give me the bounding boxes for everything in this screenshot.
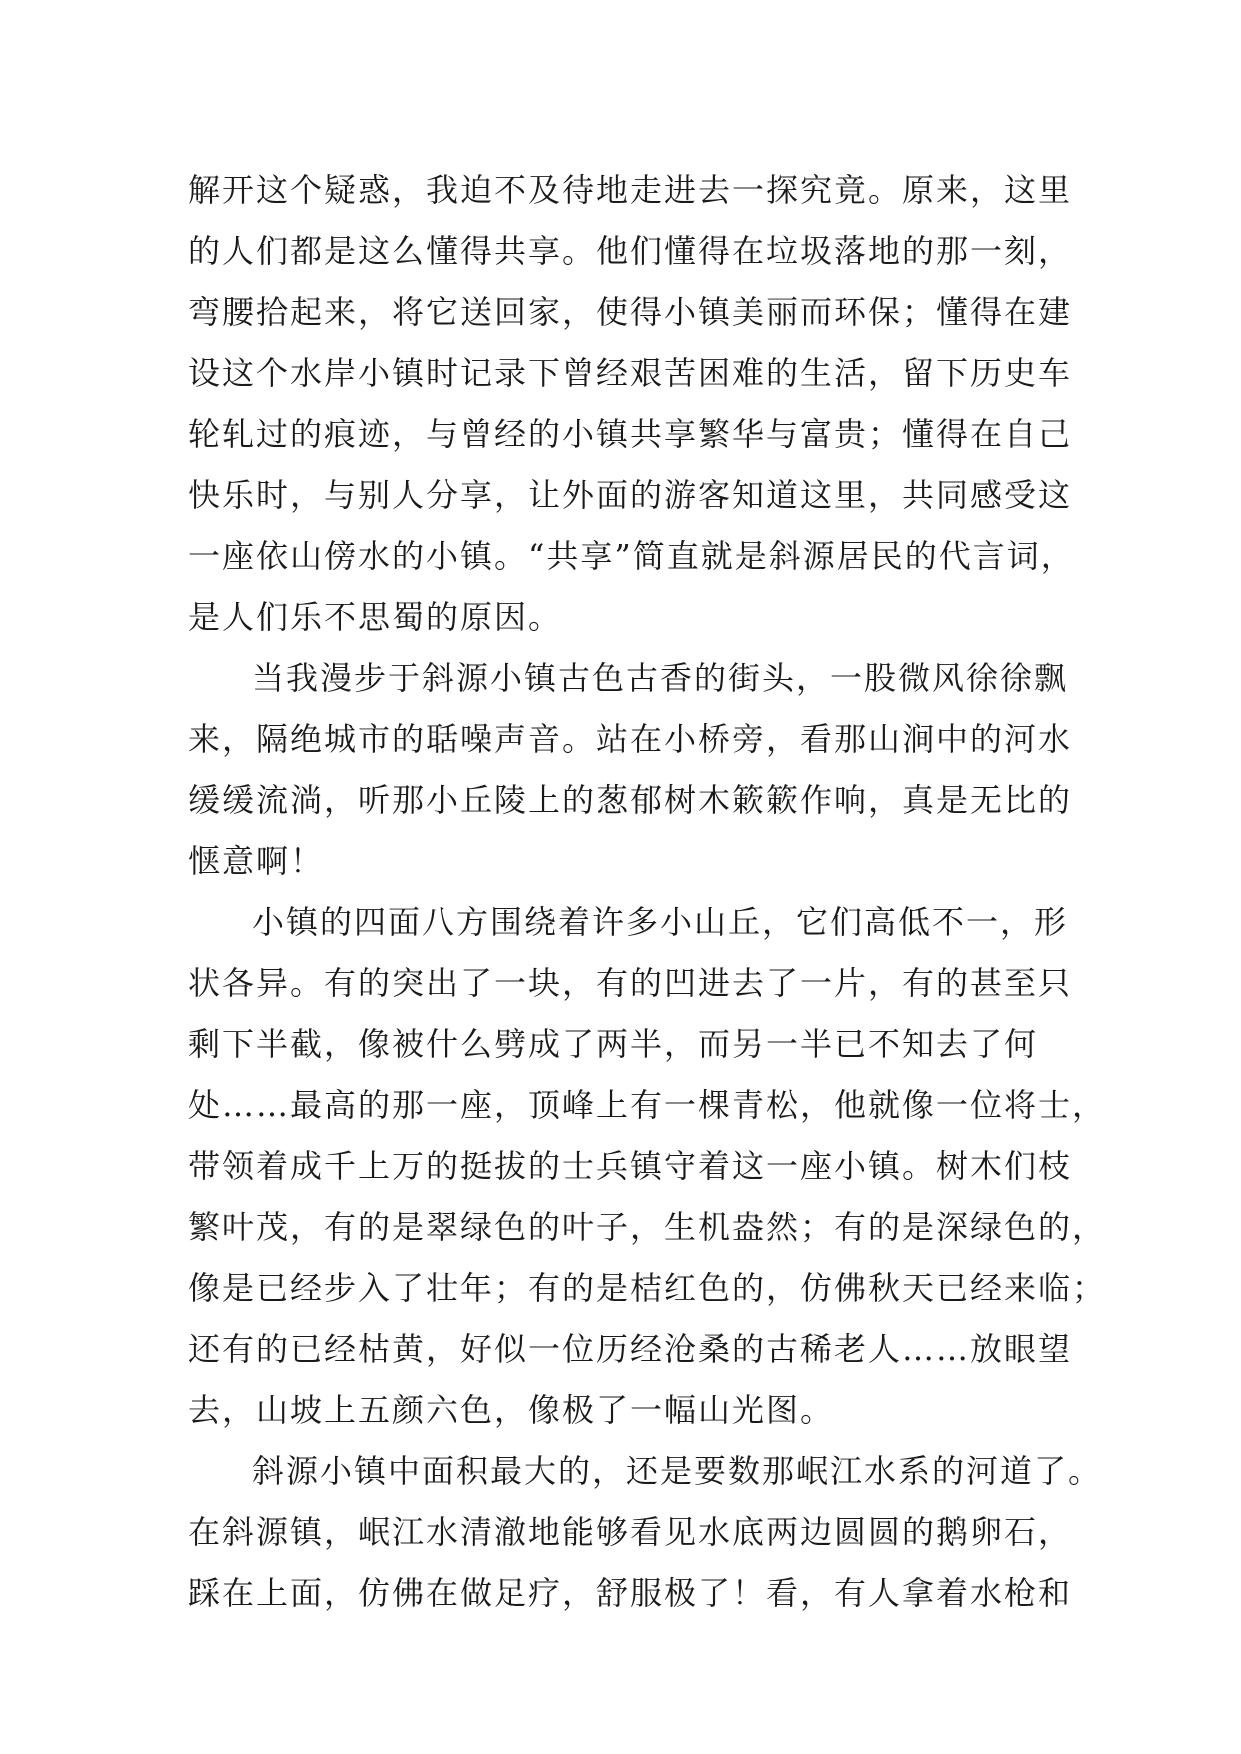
text-line: 的人们都是这么懂得共享。他们懂得在垃圾落地的那一刻，: [188, 232, 1073, 270]
text-line: 剩下半截，像被什么劈成了两半，而另一半已不知去了何: [188, 1025, 1039, 1063]
text-line: 惬意啊！: [188, 842, 325, 880]
text-line: 在斜源镇，岷江水清澈地能够看见水底两边圆圆的鹅卵石，: [188, 1513, 1073, 1551]
text-line: 状各异。有的突出了一块，有的凹进去了一片，有的甚至只: [188, 964, 1073, 1002]
text-line: 去，山坡上五颜六色，像极了一幅山光图。: [188, 1391, 835, 1429]
document-body: [188, 160, 1107, 1624]
text-line: 处……最高的那一座，顶峰上有一棵青松，他就像一位将士，: [188, 1086, 1107, 1124]
text-line: 一座依山傍水的小镇。“共享”简直就是斜源居民的代言词，: [188, 537, 1075, 575]
paragraph-first-line: 当我漫步于斜源小镇古色古香的街头，一股微风徐徐飘: [252, 659, 1069, 697]
text-line: 轮轧过的痕迹，与曾经的小镇共享繁华与富贵；懂得在自己: [188, 415, 1073, 453]
text-line: 解开这个疑惑，我迫不及待地走进去一探究竟。原来，这里: [188, 171, 1073, 209]
text-line: 带领着成千上万的挺拔的士兵镇守着这一座小镇。树木们枝: [188, 1147, 1073, 1185]
text-line: 弯腰拾起来，将它送回家，使得小镇美丽而环保；懂得在建: [188, 293, 1073, 331]
text-line: 来，隔绝城市的聒噪声音。站在小桥旁，看那山涧中的河水: [188, 720, 1073, 758]
text-line: 繁叶茂，有的是翠绿色的叶子，生机盎然；有的是深绿色的，: [188, 1208, 1107, 1246]
text-line: 还有的已经枯黄，好似一位历经沧桑的古稀老人……放眼望: [188, 1330, 1073, 1368]
text-line: 踩在上面，仿佛在做足疗，舒服极了！看，有人拿着水枪和: [188, 1574, 1073, 1612]
text-line: 缓缓流淌，听那小丘陵上的葱郁树木簌簌作响，真是无比的: [188, 781, 1073, 819]
paragraph-first-line: 斜源小镇中面积最大的，还是要数那岷江水系的河道了。: [252, 1452, 1103, 1490]
paragraph-first-line: 小镇的四面八方围绕着许多小山丘，它们高低不一，形: [252, 903, 1069, 941]
text-line: 快乐时，与别人分享，让外面的游客知道这里，共同感受这: [188, 476, 1073, 514]
text-line: 设这个水岸小镇时记录下曾经艰苦困难的生活，留下历史车: [188, 354, 1073, 392]
text-line: 是人们乐不思蜀的原因。: [188, 598, 563, 636]
text-line: 像是已经步入了壮年；有的是桔红色的，仿佛秋天已经来临；: [188, 1269, 1107, 1307]
